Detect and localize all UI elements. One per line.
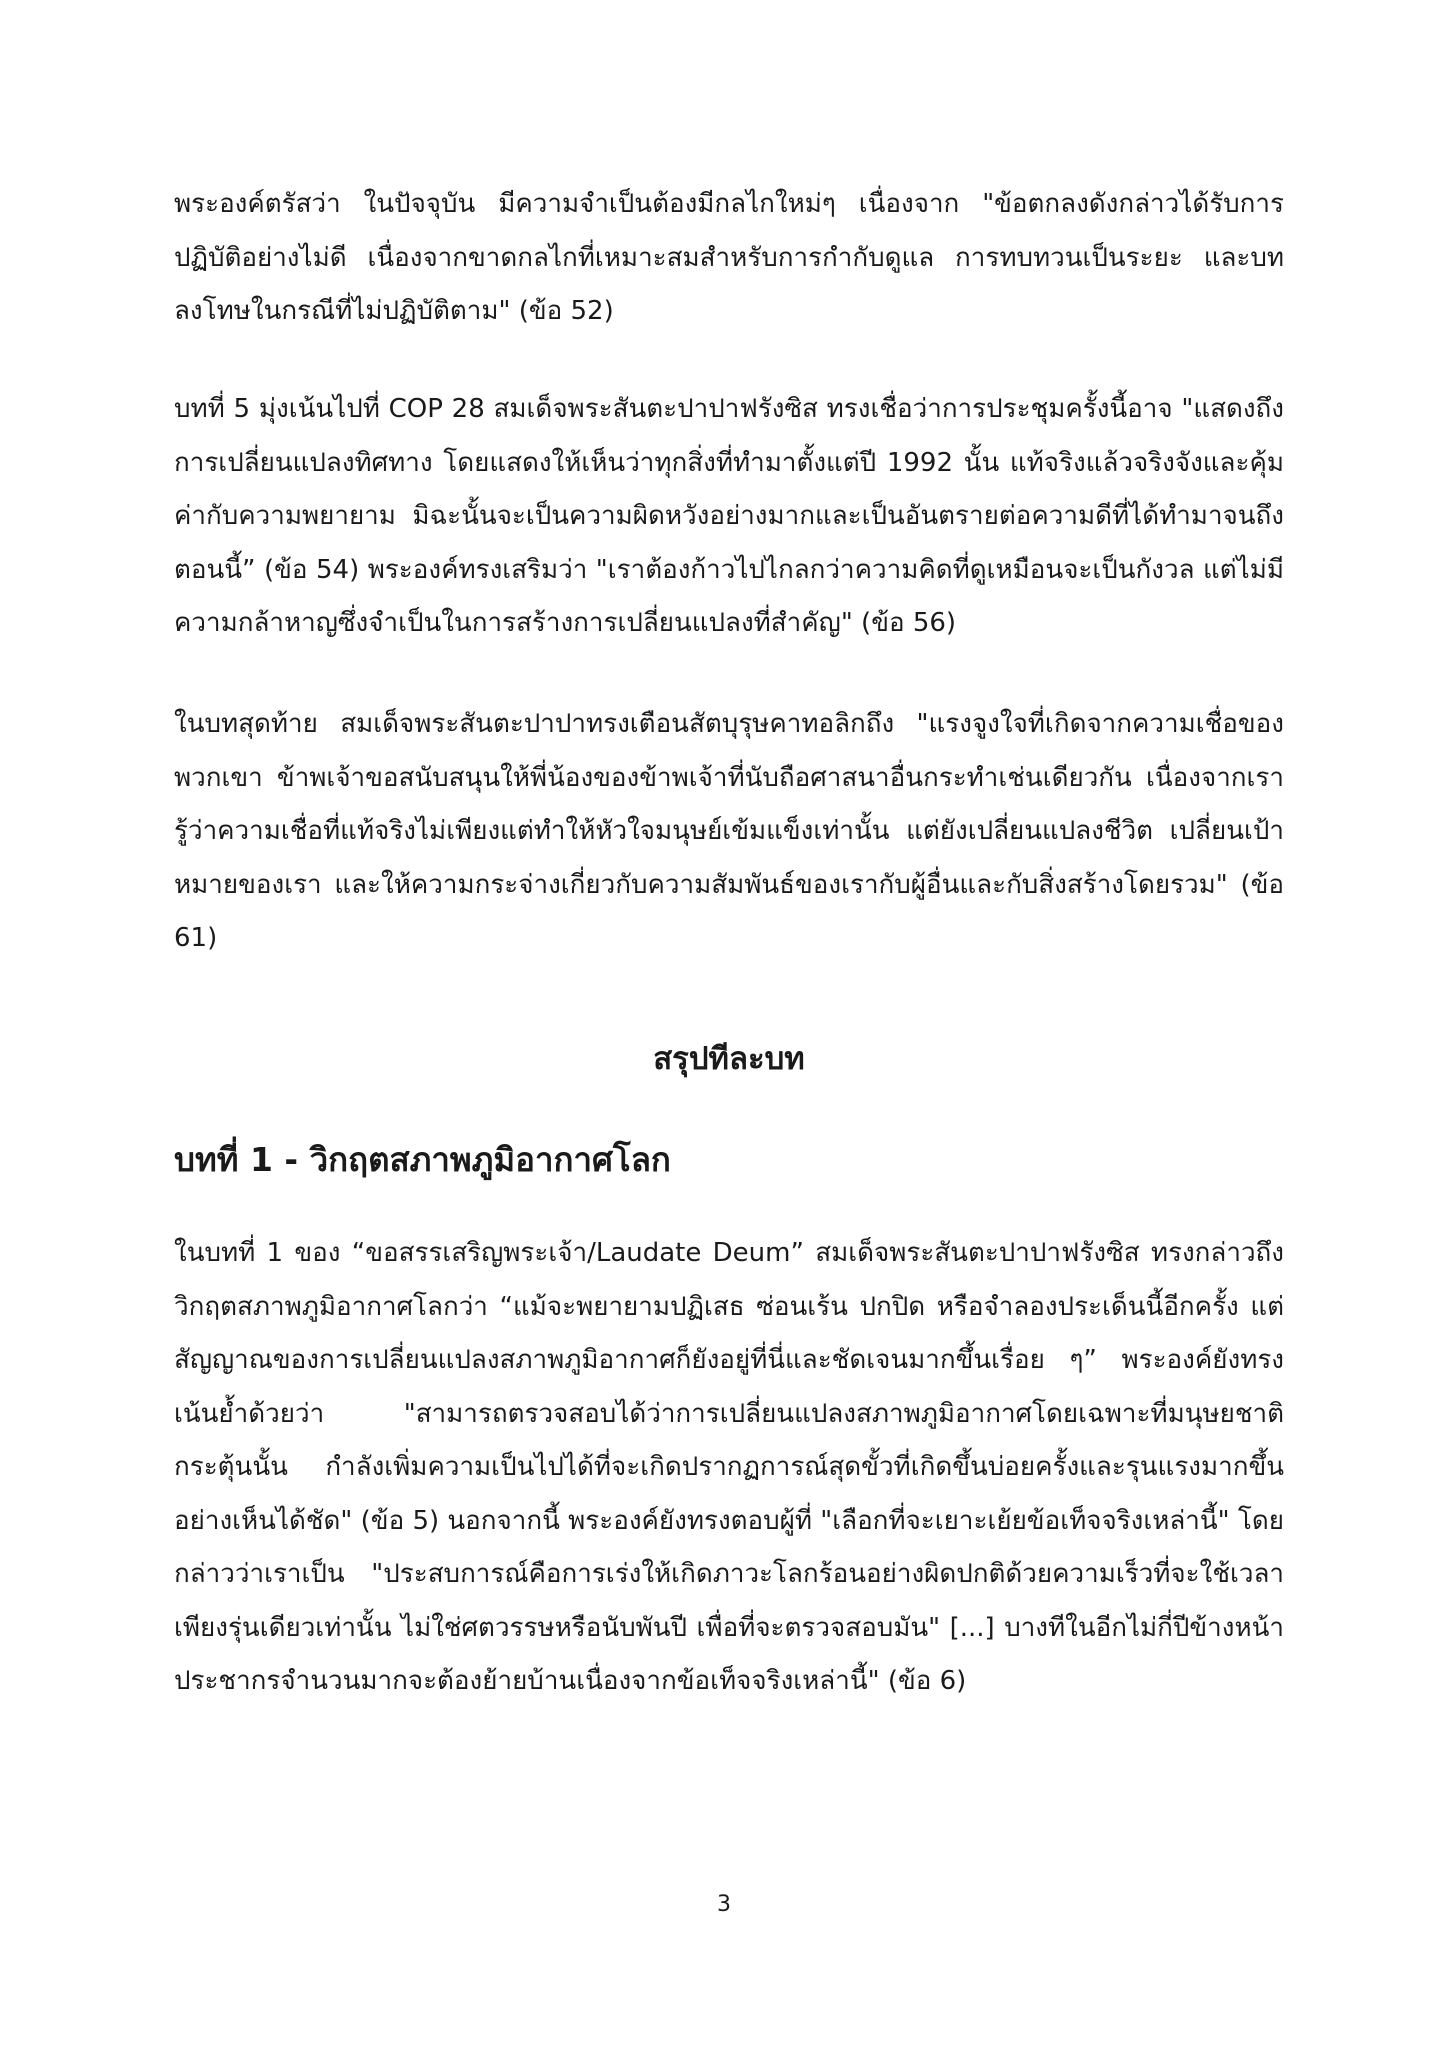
section-title: สรุปทีละบท	[653, 1041, 805, 1077]
paragraph-chapter-5-cop28: บทที่ 5 มุ่งเน้นไปที่ COP 28 สมเด็จพระสันตะปาปาฟรังซิส ทรงเชื่อว่าการประชุมครั้งนี้อาจ "แสดงถึงการเปลี่ยนแปลงทิศทาง โดยแสดงให้เห็นว่าทุกสิ่งที่ทำมาตั้งแต่ปี 1992 นั้น แท้จริงแล้วจริงจังและคุ้มค่ากับความพยายาม มิฉะนั้นจะเป็นความผิดหวังอย่างมากและเป็นอันตรายต่อความดีที่ได้ทำมาจนถึงตอนนี้” (ข้อ 54) พระองค์ทรงเสริมว่า "เราต้องก้าวไปไกลกว่าความคิดที่ดูเหมือนจะเป็นกังวล แต่ไม่มีความกล้าหาญซึ่งจำเป็นในการสร้างการเปลี่ยนแปลงที่สำคัญ" (ข้อ 56)	[174, 394, 1284, 638]
chapter-title: บทที่ 1 - วิกฤตสภาพภูมิอากาศโลก	[174, 1140, 671, 1179]
page-number: 3	[717, 1892, 731, 1917]
paragraph-chapter-1-summary: ในบทที่ 1 ของ “ขอสรรเสริญพระเจ้า/Laudate Deum” สมเด็จพระสันตะปาปาฟรังซิส ทรงกล่าวถึงวิกฤตสภาพภูมิอากาศโลกว่า “แม้จะพยายามปฏิเสธ ซ่อนเร้น ปกปิด หรือจำลองประเด็นนี้อีกครั้ง แต่สัญญาณของการเปลี่ยนแปลงสภาพภูมิอากาศก็ยังอยู่ที่นี่และชัดเจนมากขึ้นเรื่อย ๆ” พระองค์ยังทรงเน้นย้ำด้วยว่า "สามารถตรวจสอบได้ว่าการเปลี่ยนแปลงสภาพภูมิอากาศโดยเฉพาะที่มนุษยชาติกระตุ้นนั้น กำลังเพิ่มความเป็นไปได้ที่จะเกิดปรากฏการณ์สุดขั้วที่เกิดขึ้นบ่อยครั้งและรุนแรงมากขึ้นอย่างเห็นได้ชัด" (ข้อ 5) นอกจากนี้ พระองค์ยังทรงตอบผู้ที่ "เลือกที่จะเยาะเย้ยข้อเท็จจริงเหล่านี้" โดยกล่าวว่าเราเป็น "ประสบการณ์คือการเร่งให้เกิดภาวะโลกร้อนอย่างผิดปกติด้วยความเร็วที่จะใช้เวลาเพียงรุ่นเดียวเท่านั้น ไม่ใช่ศตวรรษหรือนับพันปี เพื่อที่จะตรวจสอบมัน" [...] บางทีในอีกไม่กี่ปีข้างหน้า ประชากรจำนวนมากจะต้องย้ายบ้านเนื่องจากข้อเท็จจริงเหล่านี้" (ข้อ 6)	[174, 1238, 1284, 1696]
paragraph-final-chapter: ในบทสุดท้าย สมเด็จพระสันตะปาปาทรงเตือนสัตบุรุษคาทอลิกถึง "แรงจูงใจที่เกิดจากความเชื่อของพวกเขา ข้าพเจ้าขอสนับสนุนให้พี่น้องของข้าพเจ้าที่นับถือศาสนาอื่นกระทำเช่นเดียวกัน เนื่องจากเรารู้ว่าความเชื่อที่แท้จริงไม่เพียงแต่ทำให้หัวใจมนุษย์เข้มแข็งเท่านั้น แต่ยังเปลี่ยนแปลงชีวิต เปลี่ยนเป้าหมายของเรา และให้ความกระจ่างเกี่ยวกับความสัมพันธ์ของเรากับผู้อื่นและกับสิ่งสร้างโดยรวม" (ข้อ 61)	[174, 709, 1284, 953]
paragraph-cop-mechanisms: พระองค์ตรัสว่า ในปัจจุบัน มีความจำเป็นต้องมีกลไกใหม่ๆ เนื่องจาก "ข้อตกลงดังกล่าวได้รับการปฏิบัติอย่างไม่ดี เนื่องจากขาดกลไกที่เหมาะสมสำหรับการกำกับดูแล การทบทวนเป็นระยะ และบทลงโทษในกรณีที่ไม่ปฏิบัติตาม" (ข้อ 52)	[174, 189, 1284, 326]
